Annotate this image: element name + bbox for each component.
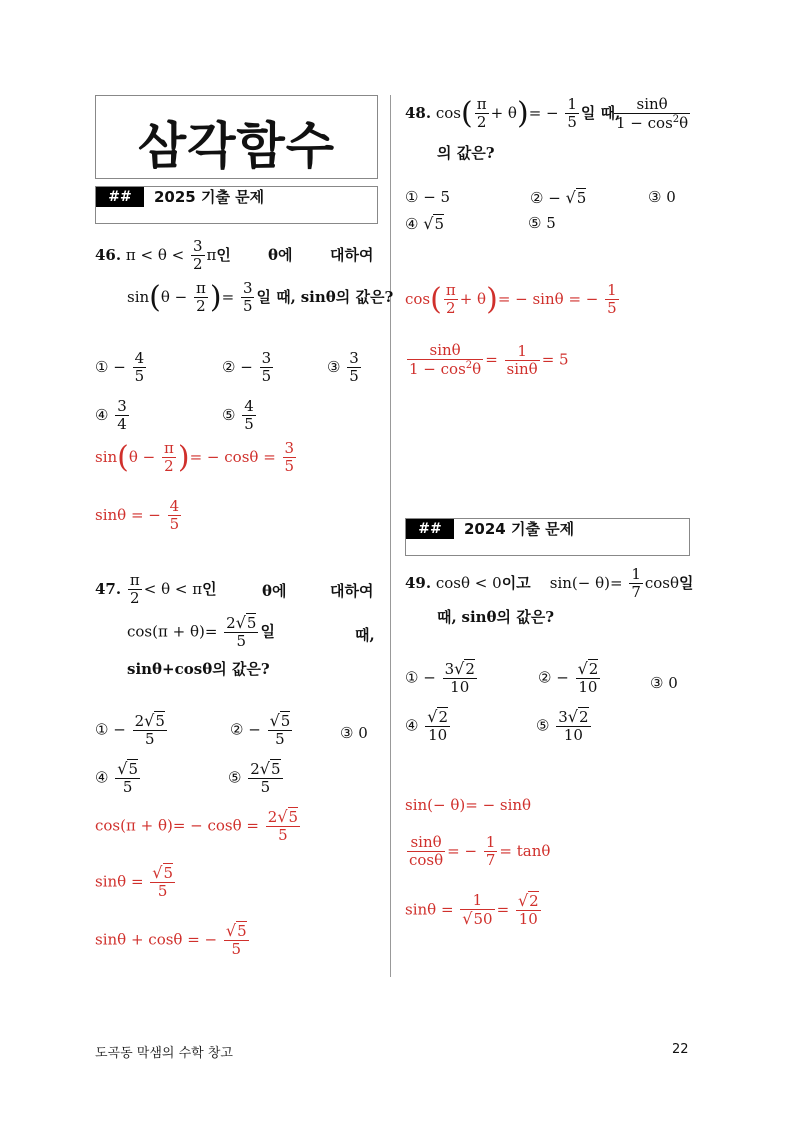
title-box	[95, 95, 378, 179]
q48-solution-2: $\frac{\sin\theta}{1 - \cos^2\theta}$ = $\frac{1}{\sin\theta}$ = 5	[409, 341, 569, 379]
q46-line2: sin(θ − $\frac{\pi}{2}$ )= $\frac{3}{5}$ 일 때, sinθ의 값은?	[127, 279, 394, 316]
q46-choice-1: ① − $\frac{4}{5}$	[95, 349, 145, 386]
q49-solution-1: sin(− θ)= − sinθ	[405, 796, 532, 814]
q48-choice-2: ② − √5	[530, 188, 587, 207]
q47-line1: 47. $\frac{\pi}{2}$ < θ < π인	[95, 571, 217, 608]
q47-line2: cos(π + θ)= $\frac{2√5}{5}$ 일	[127, 613, 275, 651]
q48-choice-5: ⑤ 5	[528, 214, 556, 232]
q46-choice-3: ③ $\frac{3}{5}$	[327, 349, 359, 386]
question-number: 46.	[95, 245, 122, 264]
section-tag: ##	[96, 187, 144, 207]
q46-choice-4: ④ $\frac{3}{4}$	[95, 397, 127, 434]
footer-text: 도곡동 막샘의 수학 창고	[95, 1046, 233, 1061]
q47-solution-3: sinθ + cosθ = − $\frac{√5}{5}$	[95, 921, 247, 959]
q49-choice-5: ⑤ $\frac{3√2}{10}$	[536, 707, 589, 745]
q46-theta-e: θ에	[268, 246, 293, 264]
q46-line1: 46. π < θ < $\frac{3}{2}$ π인	[95, 237, 231, 274]
q46-solution-1: sin(θ − $\frac{\pi}{2}$ )= − cosθ = $\frac{3}{5}$	[95, 439, 295, 476]
q49-line1: 49. cosθ < 0이고 sin(− θ)= $\frac{1}{7}$ cosθ일	[405, 565, 694, 602]
page-title: 삼각함수	[137, 117, 336, 175]
q49-line2: 때, sinθ의 값은?	[437, 608, 555, 626]
q47-solution-1: cos(π + θ)= − cosθ = $\frac{2√5}{5}$	[95, 807, 299, 845]
section-label: 2024 기출 문제	[464, 520, 575, 538]
q49-solution-3: sinθ = $\frac{1}{√50}$ = $\frac{√2}{10}$	[405, 891, 539, 929]
q46-choice-2: ② − $\frac{3}{5}$	[222, 349, 272, 386]
q49-solution-2: $\frac{\sin\theta}{\cos\theta}$ = − $\frac{1}{7}$ = tanθ	[409, 833, 551, 870]
q47-choice-2: ② − $\frac{√5}{5}$	[230, 711, 291, 749]
q48-choice-1: ① − 5	[405, 188, 451, 206]
q48-solution-1: cos( $\frac{\pi}{2}$ + θ)= − sinθ = − $\frac{1}{5}$	[405, 281, 617, 318]
q48-fraction: $\frac{\sin\theta}{1 - \cos^2\theta}$	[616, 95, 689, 133]
section-2025-bar	[95, 186, 378, 224]
q48-line1: 48. cos( $\frac{\pi}{2}$ + θ)= − $\frac{1}{5}$ 일 때,	[405, 95, 621, 132]
q49-choice-2: ② − $\frac{√2}{10}$	[538, 659, 599, 697]
q47-line3: sinθ+cosθ의 값은?	[127, 660, 270, 678]
q47-ttae: 때,	[355, 626, 375, 644]
q49-choice-1: ① − $\frac{3√2}{10}$	[405, 659, 475, 697]
q47-choice-3: ③ 0	[340, 724, 368, 742]
q46-daehayeo: 대하여	[330, 246, 374, 264]
q47-daehayeo: 대하여	[330, 582, 374, 600]
q46-choice-5: ⑤ $\frac{4}{5}$	[222, 397, 254, 434]
q47-choice-5: ⑤ $\frac{2√5}{5}$	[228, 759, 281, 797]
section-label: 2025 기출 문제	[154, 188, 265, 206]
q49-choice-4: ④ $\frac{√2}{10}$	[405, 707, 448, 745]
question-number: 47.	[95, 579, 122, 598]
q48-choice-4: ④ √5	[405, 214, 444, 233]
q47-choice-4: ④ $\frac{√5}{5}$	[95, 759, 138, 797]
q47-solution-2: sinθ = $\frac{√5}{5}$	[95, 863, 174, 901]
q48-value: 의 값은?	[437, 144, 495, 162]
question-number: 48.	[405, 103, 432, 122]
section-tag: ##	[406, 519, 454, 539]
q47-choice-1: ① − $\frac{2√5}{5}$	[95, 711, 165, 749]
page-number: 22	[672, 1042, 689, 1057]
q48-choice-3: ③ 0	[648, 188, 676, 206]
q46-solution-2: sinθ = − $\frac{4}{5}$	[95, 497, 180, 534]
question-number: 49.	[405, 573, 432, 592]
section-2024-bar	[405, 518, 690, 556]
column-divider	[390, 95, 391, 977]
q47-theta-e: θ에	[262, 582, 287, 600]
q49-choice-3: ③ 0	[650, 674, 678, 692]
